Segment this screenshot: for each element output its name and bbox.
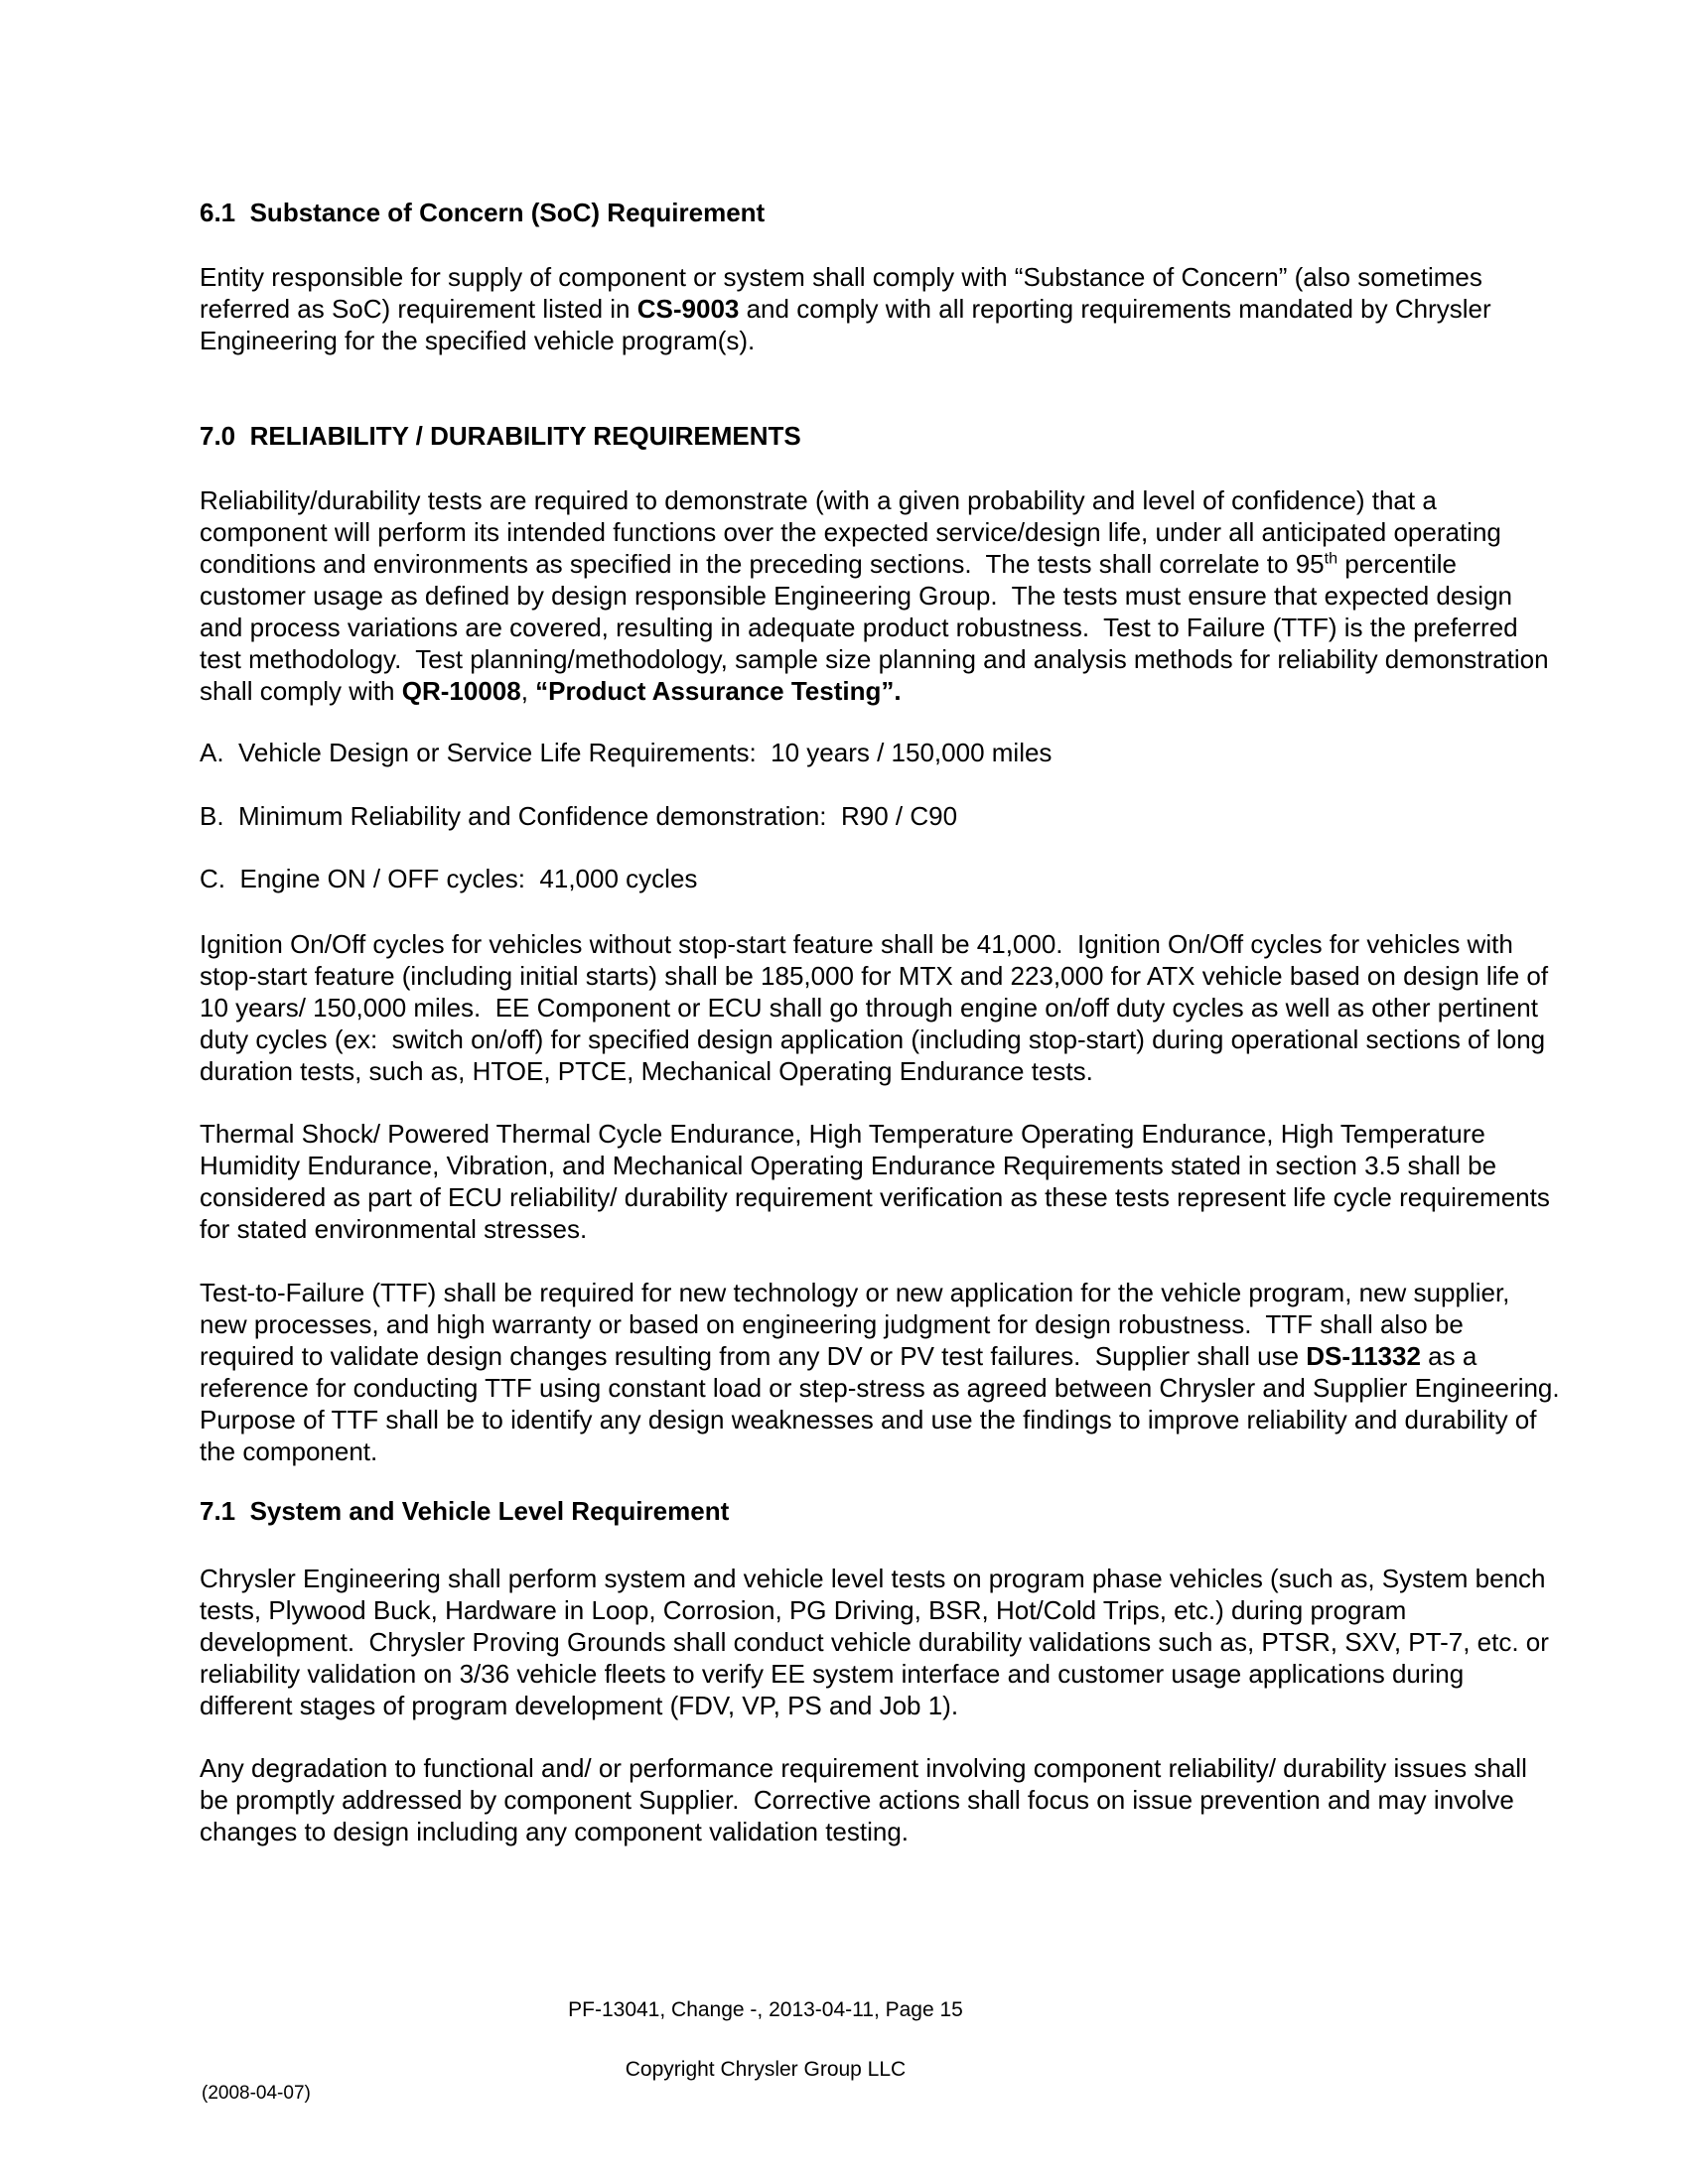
- section-heading-7-1: 7.1 System and Vehicle Level Requirement: [200, 1496, 730, 1526]
- footer-document-id-line: PF-13041, Change -, 2013-04-11, Page 15: [568, 1998, 963, 2021]
- section-heading-6-1: 6.1 Substance of Concern (SoC) Requirement: [200, 198, 766, 227]
- section-heading-7-0: 7.0 RELIABILITY / DURABILITY REQUIREMENTS: [200, 421, 801, 451]
- footer-revision-date: (2008-04-07): [202, 2083, 311, 2104]
- paragraph-ignition-cycles: Ignition On/Off cycles for vehicles without stop-start feature shall be 41,000. Ignition On/Off cycles for vehicles with stop-start feature (including initial starts) shall be 185,000 for MTX and 223,000 for ATX vehicle based on design life of 10 years/ 150,000 miles. EE Component or ECU shall go through engine on/off duty cycles as well as other pertinent duty cycles (ex: switch on/off) for specified design application (including stop-start) during operational sections of long duration tests, such as, HTOE, PTCE, Mechanical Operating Endurance tests.: [200, 929, 1556, 1086]
- paragraph-degradation-corrective-actions: Any degradation to functional and/ or performance requirement involving component reliability/ durability issues shall be promptly addressed by component Supplier. Corrective actions shall focus on issue prevention and may involve changes to design including any component validation testing.: [200, 1753, 1535, 1846]
- list-item-a-design-life: A. Vehicle Design or Service Life Requirements: 10 years / 150,000 miles: [200, 738, 1053, 767]
- list-item-c-engine-cycles: C. Engine ON / OFF cycles: 41,000 cycles: [200, 864, 698, 893]
- paragraph-reliability-overview: Reliability/durability tests are required to demonstrate (with a given probability and level of confidence) that a component will perform its intended functions over the expected service/design life, under all anticipated operating conditions and environments as specified in the preceding sections. The tests shall correlate to 95th percentile customer usage as defined by design responsible Engineering Group. The tests must ensure that expected design and process variations are covered, resulting in adequate product robustness. Test to Failure (TTF) is the preferred test methodology. Test planning/methodology, sample size planning and analysis methods for reliability demonstration shall comply with QR-10008, “Product Assurance Testing”.: [200, 485, 1556, 706]
- footer-copyright-line: Copyright Chrysler Group LLC: [625, 2058, 907, 2081]
- paragraph-soc-requirement: Entity responsible for supply of component or system shall comply with “Substance of Concern” (also sometimes referred as SoC) requirement listed in CS-9003 and comply with all reporting requirements mandated by Chrysler Engineering for the specified vehicle program(s).: [200, 262, 1498, 355]
- paragraph-system-vehicle-tests: Chrysler Engineering shall perform system and vehicle level tests on program phase vehicles (such as, System bench tests, Plywood Buck, Hardware in Loop, Corrosion, PG Driving, BSR, Hot/Cold Trips, etc.) during program development. Chrysler Proving Grounds shall conduct vehicle durability validations such as, PTSR, SXV, PT-7, etc. or reliability validation on 3/36 vehicle fleets to verify EE system interface and customer usage applications during different stages of program development (FDV, VP, PS and Job 1).: [200, 1564, 1557, 1720]
- paragraph-thermal-endurance: Thermal Shock/ Powered Thermal Cycle Endurance, High Temperature Operating Endurance, High Temperature Humidity Endurance, Vibration, and Mechanical Operating Endurance Requirements stated in section 3.5 shall be considered as part of ECU reliability/ durability requirement verification as these tests represent life cycle requirements for stated environmental stresses.: [200, 1119, 1558, 1244]
- paragraph-test-to-failure: Test-to-Failure (TTF) shall be required for new technology or new application for the vehicle program, new supplier, new processes, and high warranty or based on engineering judgment for design robustness. TTF shall also be required to validate design changes resulting from any DV or PV test failures. Supplier shall use DS-11332 as a reference for conducting TTF using constant load or step-stress as agreed between Chrysler and Supplier Engineering. Purpose of TTF shall be to identify any design weaknesses and use the findings to improve reliability and durability of the component.: [200, 1278, 1575, 1466]
- list-item-b-reliability-confidence: B. Minimum Reliability and Confidence demonstration: R90 / C90: [200, 801, 958, 831]
